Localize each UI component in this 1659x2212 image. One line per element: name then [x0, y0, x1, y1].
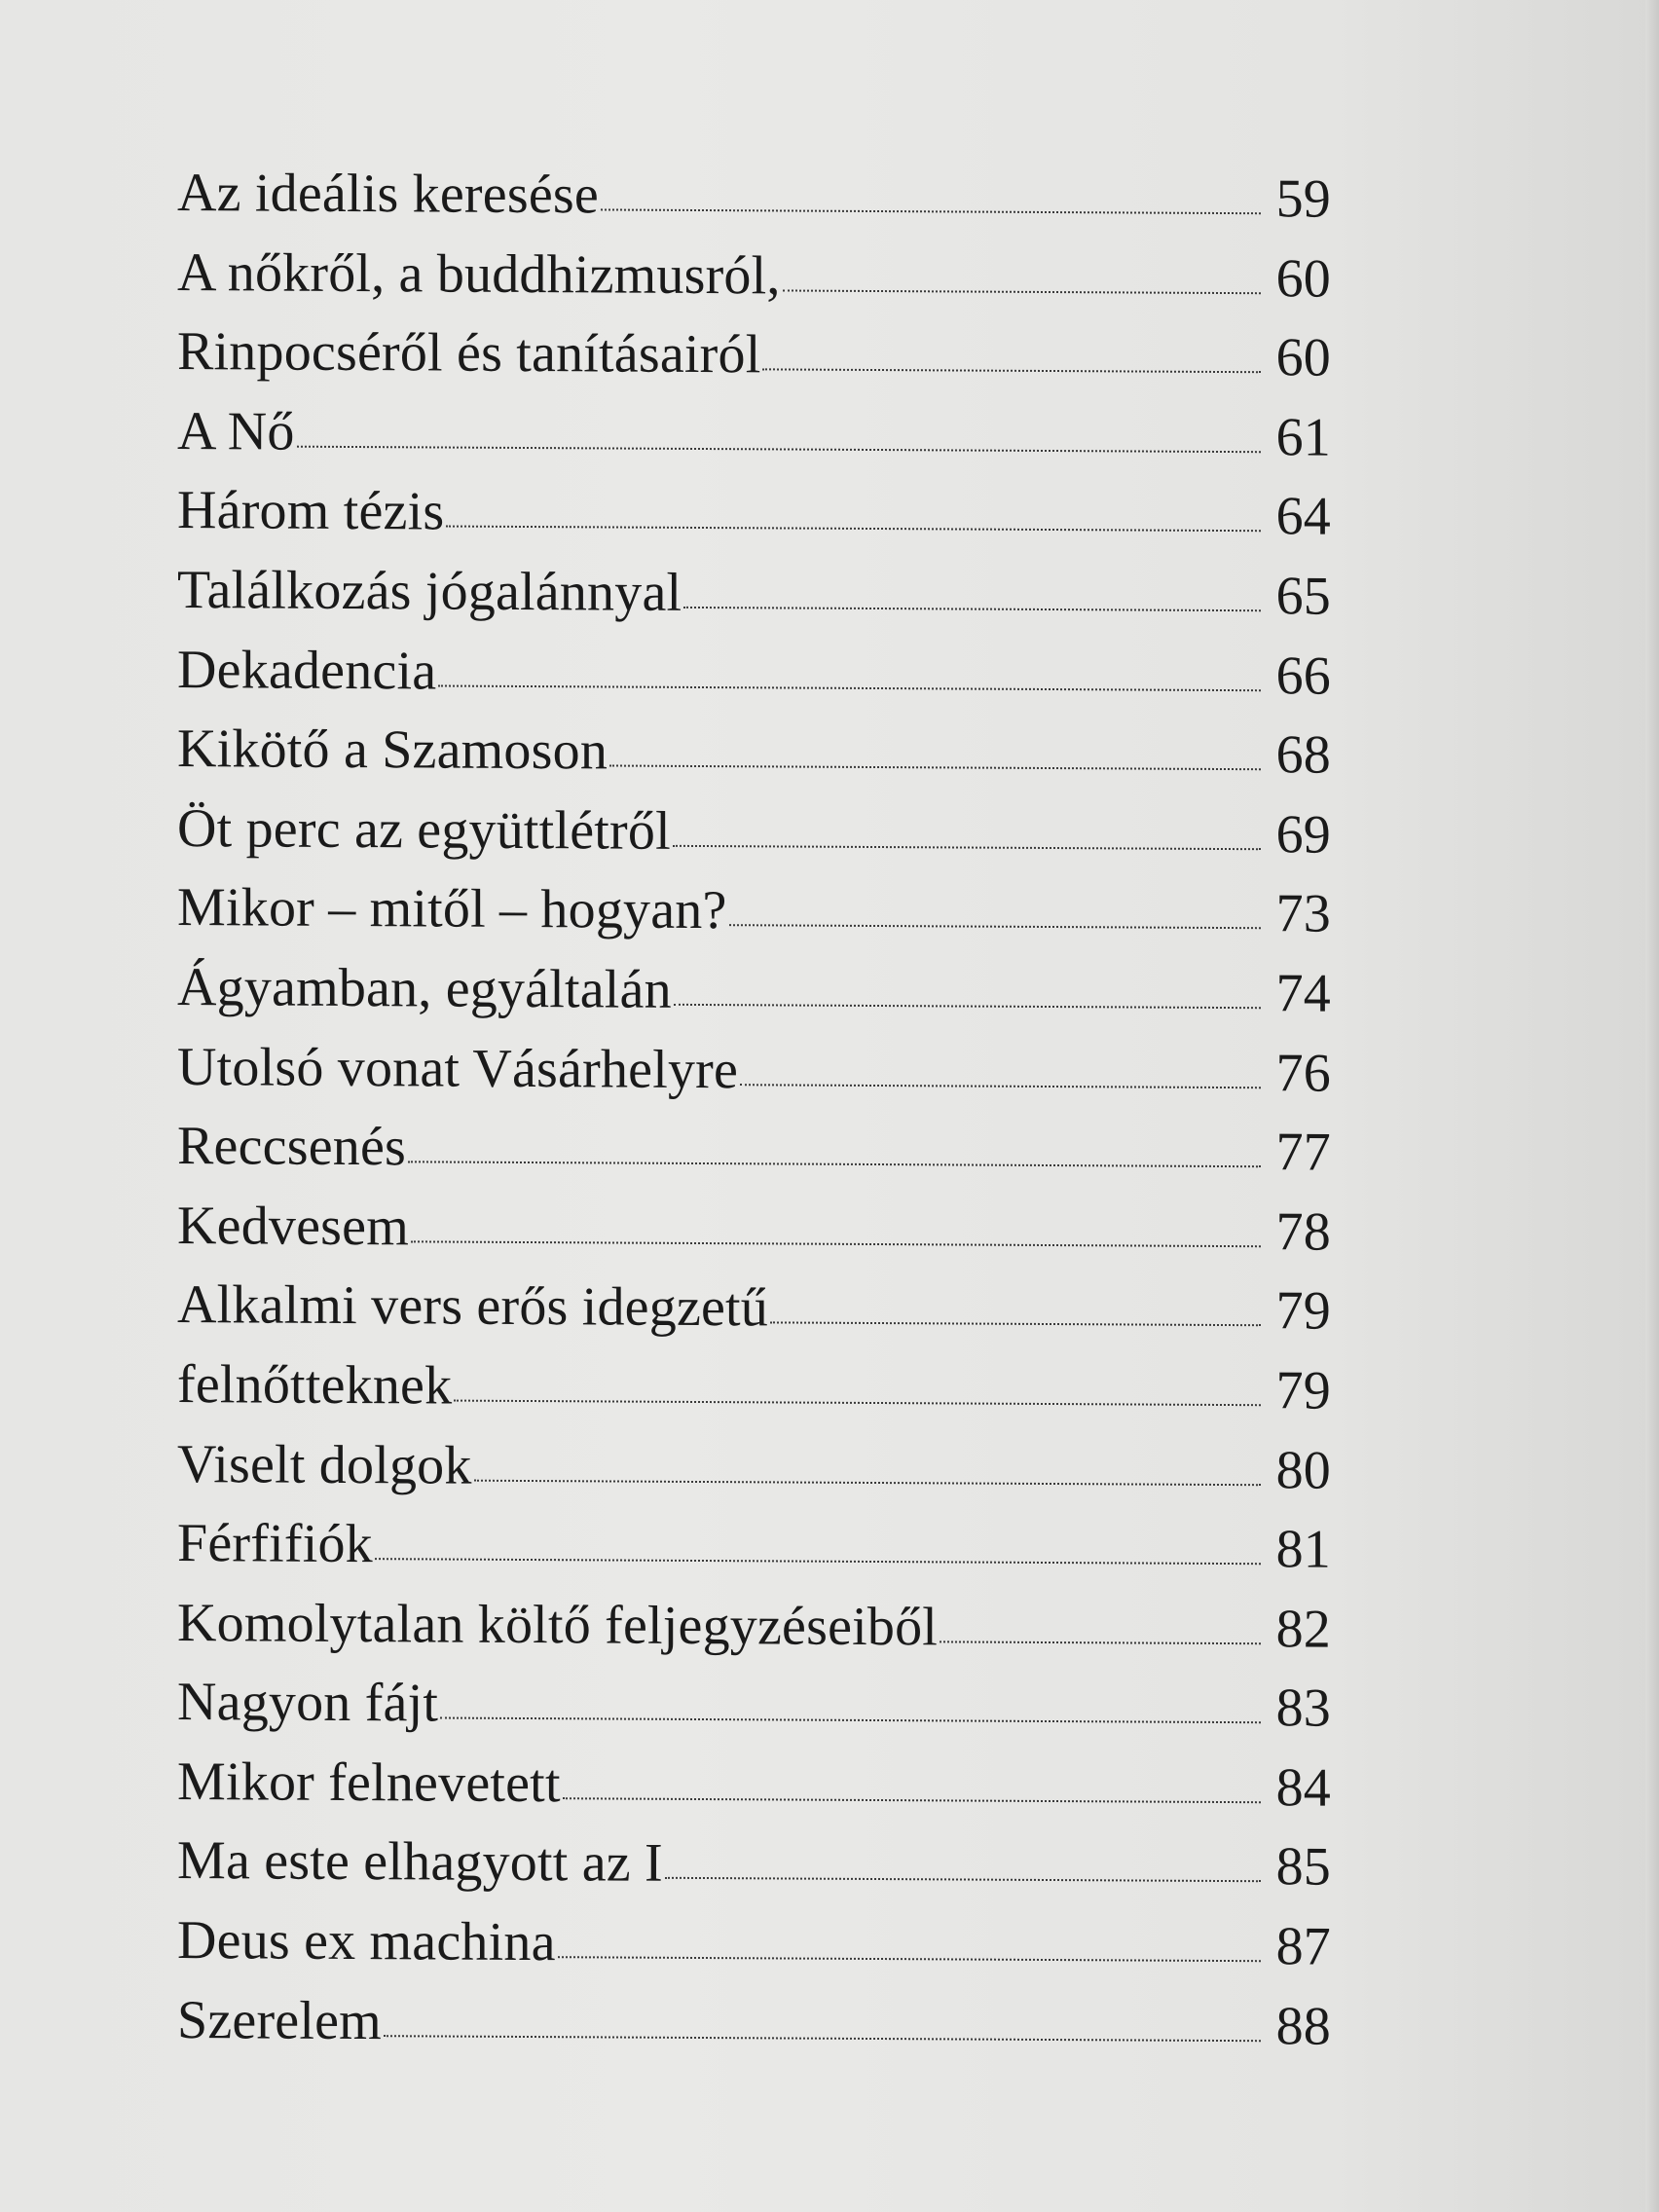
- toc-entry-title: Dekadencia: [177, 639, 437, 702]
- dot-leader: [674, 1003, 1261, 1009]
- toc-entry-title: Komolytalan költő feljegyzéseiből: [177, 1592, 939, 1658]
- dot-leader: [740, 1083, 1261, 1088]
- dot-leader: [601, 207, 1261, 214]
- dot-leader: [411, 1239, 1261, 1247]
- toc-entry: [177, 1346, 1331, 1431]
- dot-leader: [440, 1716, 1261, 1724]
- toc-entry-page: 80: [1275, 1439, 1331, 1501]
- toc-entry: [177, 313, 1331, 398]
- toc-entry-page: 79: [1275, 1360, 1331, 1421]
- toc-entry-title: Alkalmi vers erős idegzetű: [177, 1274, 769, 1339]
- toc-entry-title: Viselt dolgok: [177, 1433, 472, 1496]
- dot-leader: [384, 2034, 1261, 2042]
- toc-entry-title: Deus ex machina: [177, 1910, 556, 1973]
- dot-leader: [940, 1640, 1261, 1644]
- toc-entry: [177, 1901, 1331, 1987]
- toc-entry-page: 66: [1275, 645, 1331, 707]
- toc-entry-title: Ma este elhagyott az I: [177, 1830, 663, 1895]
- toc-entry: [177, 1584, 1331, 1670]
- toc-entry: [177, 392, 1331, 478]
- dot-leader: [474, 1478, 1261, 1486]
- toc-entry-title: Találkozás jógalánnyal: [177, 559, 682, 623]
- toc-entry: [177, 631, 1331, 717]
- toc-entry: [177, 471, 1331, 557]
- toc-entry-page: 61: [1275, 407, 1331, 468]
- toc-entry-title: Férfifiók: [177, 1513, 373, 1575]
- toc-entry-page: 83: [1275, 1677, 1331, 1739]
- toc-entry: [177, 710, 1331, 795]
- toc-entry-page: 65: [1275, 566, 1331, 627]
- toc-entry: [177, 1981, 1331, 2067]
- toc-entry: [177, 1743, 1331, 1828]
- toc-entry-title: Mikor – mitől – hogyan?: [177, 877, 727, 941]
- toc-entry-page: 74: [1275, 963, 1331, 1024]
- table-of-contents: [177, 154, 1331, 2067]
- toc-entry-page: 79: [1275, 1280, 1331, 1342]
- toc-entry: [177, 948, 1331, 1034]
- toc-entry: [177, 1187, 1331, 1272]
- toc-entry-page: 84: [1275, 1757, 1331, 1819]
- toc-entry: [177, 154, 1331, 240]
- toc-entry-page: 59: [1275, 168, 1331, 230]
- toc-entry: [177, 1425, 1331, 1511]
- toc-entry-page: 82: [1275, 1598, 1331, 1660]
- page-edge-shadow: [1645, 0, 1659, 2212]
- dot-leader: [454, 1398, 1261, 1406]
- toc-entry: [177, 790, 1331, 875]
- dot-leader: [770, 1321, 1261, 1327]
- toc-entry-page: 60: [1275, 327, 1331, 388]
- toc-entry-title: Kedvesem: [177, 1195, 409, 1258]
- dot-leader: [729, 924, 1261, 930]
- toc-entry-title: Három tézis: [177, 480, 445, 542]
- dot-leader: [558, 1955, 1261, 1962]
- dot-leader: [408, 1160, 1261, 1167]
- toc-entry: [177, 1504, 1331, 1590]
- toc-entry-page: 64: [1275, 486, 1331, 547]
- toc-entry-title: Ágyamban, egyáltalán: [177, 956, 672, 1020]
- toc-entry-page: 88: [1275, 1995, 1331, 2057]
- toc-entry: [177, 1266, 1331, 1351]
- dot-leader: [438, 683, 1261, 691]
- dot-leader: [783, 288, 1261, 294]
- toc-entry: [177, 1107, 1331, 1193]
- dot-leader: [446, 525, 1261, 533]
- toc-entry: [177, 234, 1331, 319]
- toc-entry-title: Utolsó vonat Vásárhelyre: [177, 1036, 739, 1100]
- toc-entry-title: Az ideális keresése: [177, 163, 599, 226]
- toc-entry-title: Kikötő a Szamoson: [177, 719, 608, 782]
- toc-entry-title: Szerelem: [177, 1989, 382, 2051]
- toc-entry-title: Nagyon fájt: [177, 1672, 439, 1734]
- dot-leader: [683, 606, 1261, 611]
- toc-entry-title: Mikor felnevetett: [177, 1751, 561, 1815]
- toc-entry-page: 60: [1275, 247, 1331, 310]
- toc-entry-title: Öt perc az együttlétről: [177, 797, 671, 862]
- toc-entry: [177, 551, 1331, 637]
- toc-entry-page: 77: [1275, 1122, 1331, 1183]
- toc-entry-page: 85: [1275, 1836, 1331, 1899]
- toc-entry: [177, 1822, 1331, 1907]
- dot-leader: [762, 368, 1261, 374]
- dot-leader: [563, 1796, 1261, 1803]
- toc-entry-title: Reccsenés: [177, 1116, 407, 1178]
- toc-entry-page: 87: [1275, 1916, 1331, 1977]
- toc-entry-title: A nőkről, a buddhizmusról,: [177, 241, 781, 307]
- toc-entry-page: 68: [1275, 724, 1331, 786]
- toc-entry: [177, 868, 1331, 954]
- dot-leader: [297, 444, 1261, 453]
- dot-leader: [665, 1876, 1261, 1882]
- toc-entry: [177, 1663, 1331, 1749]
- toc-entry-page: 69: [1275, 804, 1331, 866]
- dot-leader: [375, 1557, 1261, 1565]
- toc-entry-page: 76: [1275, 1042, 1331, 1104]
- toc-entry-page: 73: [1275, 883, 1331, 944]
- dot-leader: [673, 844, 1261, 850]
- toc-entry-title: A Nő: [177, 400, 295, 462]
- dot-leader: [609, 764, 1261, 771]
- toc-entry-title: Rinpocséről és tanításairól: [177, 321, 761, 386]
- toc-entry-title: felnőtteknek: [177, 1353, 453, 1417]
- toc-entry-page: 81: [1275, 1519, 1331, 1580]
- toc-entry: [177, 1028, 1331, 1114]
- toc-entry-page: 78: [1275, 1201, 1331, 1263]
